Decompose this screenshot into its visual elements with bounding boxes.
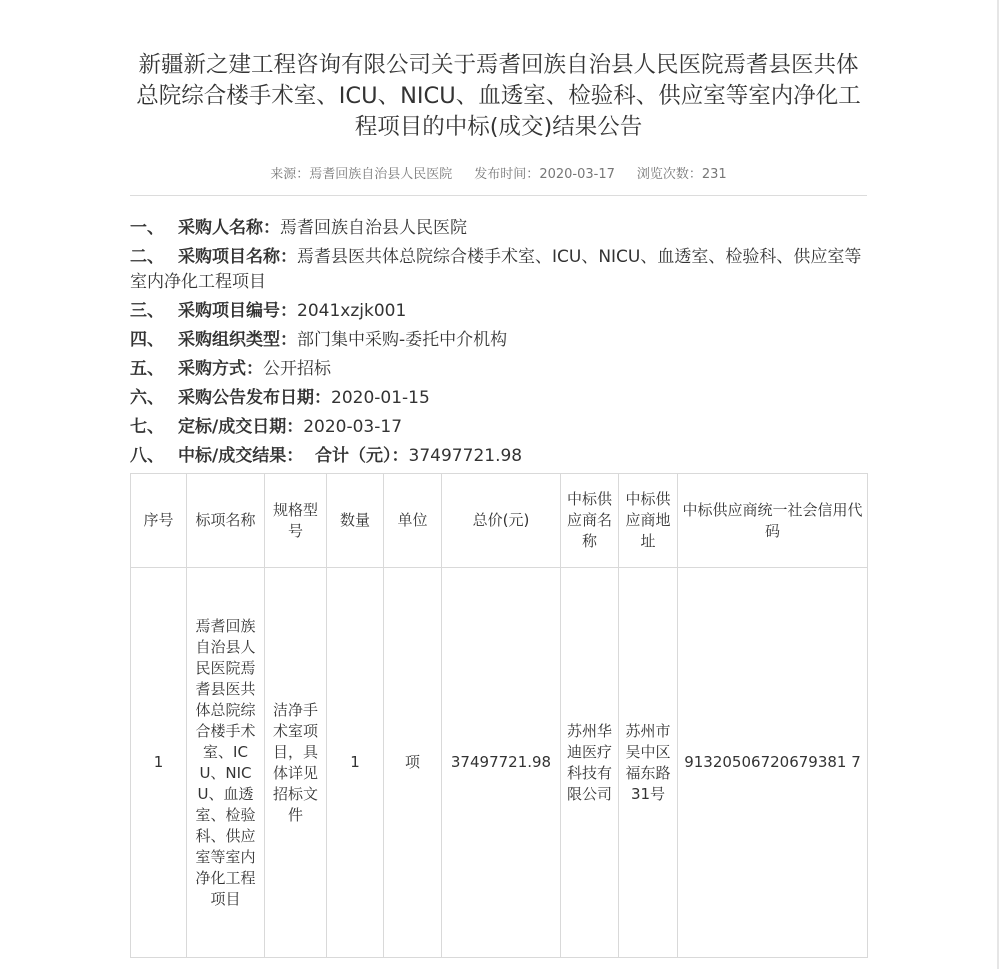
field-number: 六、 (130, 388, 164, 408)
field-number: 一、 (130, 218, 164, 238)
header-supplier-name: 中标供应商名称 (561, 474, 619, 568)
header-total-price: 总价(元) (442, 474, 561, 568)
field-project-number (130, 297, 867, 326)
field-value: 焉耆回族自治县人民医院 (280, 218, 467, 238)
cell-quantity: 1 (327, 568, 384, 958)
table-row (131, 568, 868, 958)
field-project-name (130, 243, 867, 297)
cell-supplier-name: 苏州华迪医疗科技有限公司 (561, 568, 619, 958)
article-meta (130, 166, 867, 184)
field-label: 采购人名称： (178, 218, 280, 238)
views-value: 231 (701, 167, 727, 182)
cell-item-name: 焉耆回族自治县人民医院焉耆县医共体总院综合楼手术室、ICU、NICU、血透室、检验科、供应室等室内净化工程项目 (187, 568, 265, 958)
field-value: 37497721.98 (408, 446, 523, 466)
header-item-name: 标项名称 (187, 474, 265, 568)
field-label: 采购方式： (178, 359, 263, 379)
field-number: 七、 (130, 417, 164, 437)
cell-total-price: 37497721.98 (442, 568, 561, 958)
date-label: 发布时间： (474, 167, 540, 182)
field-organization-type (130, 326, 867, 355)
field-label: 采购组织类型： (178, 330, 297, 350)
field-label: 中标/成交结果： 合计（元）： (178, 446, 409, 466)
field-value: 部门集中采购-委托中介机构 (297, 330, 508, 350)
cell-supplier-address: 苏州市吴中区福东路31号 (619, 568, 678, 958)
cell-spec: 洁净手术室项目，具体详见招标文件 (265, 568, 327, 958)
field-label: 采购公告发布日期： (178, 388, 331, 408)
cell-index: 1 (131, 568, 187, 958)
field-notice-date (130, 384, 867, 413)
header-index: 序号 (131, 474, 187, 568)
source-value: 焉耆回族自治县人民医院 (309, 167, 453, 182)
field-value: 焉耆县医共体总院综合楼手术室、ICU、NICU、血透室、检验科、供应室等室内净化工程项目 (130, 247, 862, 292)
cell-credit-code: 91320506720679381 7 (678, 568, 868, 958)
divider (130, 195, 867, 196)
source-label: 来源： (270, 167, 310, 182)
field-award-result (130, 442, 867, 471)
award-table (130, 473, 868, 958)
date-value: 2020-03-17 (539, 167, 615, 182)
field-number: 四、 (130, 330, 164, 350)
field-purchaser (130, 214, 867, 243)
field-value: 2020-03-17 (303, 417, 403, 437)
header-credit-code: 中标供应商统一社会信用代码 (678, 474, 868, 568)
header-supplier-address: 中标供应商地址 (619, 474, 678, 568)
header-spec: 规格型号 (265, 474, 327, 568)
field-number: 八、 (130, 446, 164, 466)
field-procurement-method (130, 355, 867, 384)
field-number: 二、 (130, 247, 164, 267)
field-value: 2041xzjk001 (297, 301, 407, 321)
field-value: 公开招标 (263, 359, 331, 379)
field-number: 五、 (130, 359, 164, 379)
page-title: 新疆新之建工程咨询有限公司关于焉耆回族自治县人民医院焉耆县医共体总院综合楼手术室、ICU、NICU、血透室、检验科、供应室等室内净化工程项目的中标(成交)结果公告 (136, 52, 861, 140)
header-quantity: 数量 (327, 474, 384, 568)
field-value: 2020-01-15 (331, 388, 430, 408)
field-label: 定标/成交日期： (178, 417, 304, 437)
field-label: 采购项目名称： (178, 247, 297, 267)
table-header-row (131, 474, 868, 568)
header-unit: 单位 (384, 474, 442, 568)
cell-unit: 项 (384, 568, 442, 958)
field-number: 三、 (130, 301, 164, 321)
field-label: 采购项目编号： (178, 301, 297, 321)
field-award-date (130, 413, 867, 442)
announcement-fields (130, 214, 867, 471)
views-label: 浏览次数： (636, 167, 702, 182)
